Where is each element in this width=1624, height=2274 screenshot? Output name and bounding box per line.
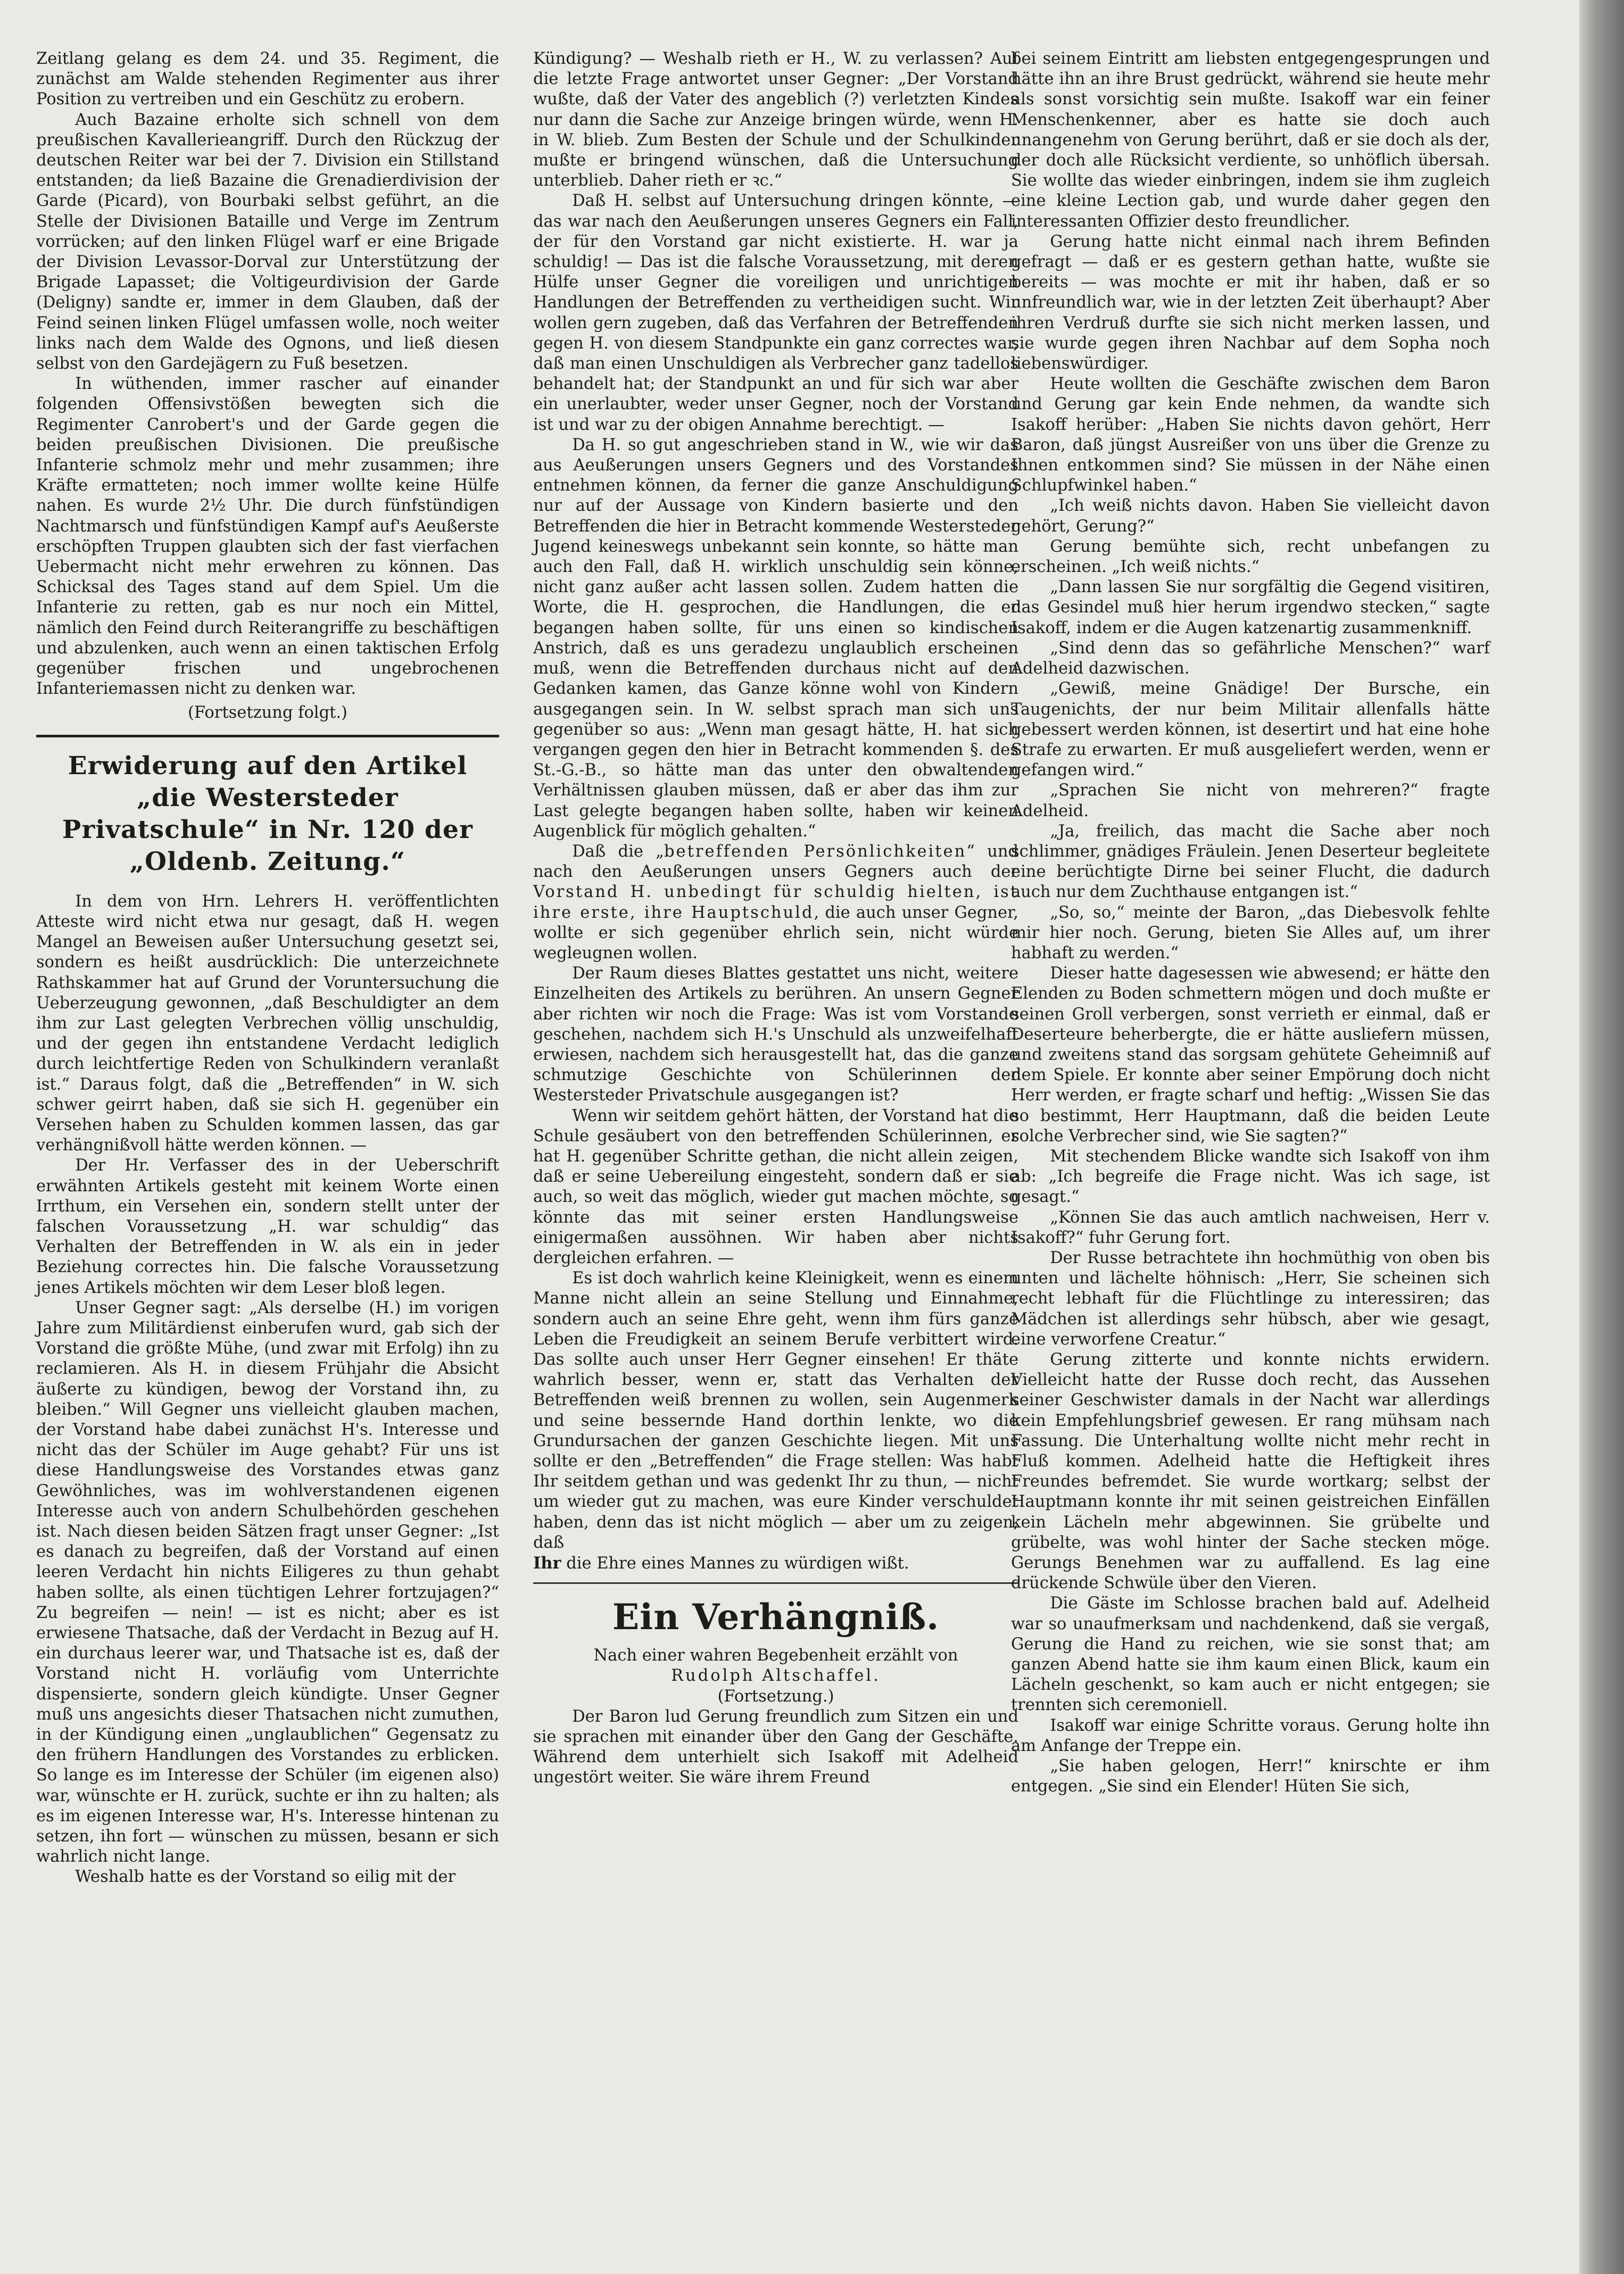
- paragraph: [533, 842, 1018, 964]
- paragraph: In dem von Hrn. Lehrers H. veröffentlichten Atteste wird nicht etwa nur gesagt, daß H. wegen Mangel an Beweisen außer Untersuchung gesetzt sei, sondern es heißt ausdrücklich: Die unterzeichnete Rathskammer hat auf Grund der Voruntersuchung die Ueberzeugung gewonnen, „daß Beschuldigter an dem ihm zur Last gelegten Verbrechen völlig unschuldig, und der gegen ihn entstandene Verdacht lediglich durch leichtfertige Reden von Schulkindern veranlaßt ist.“ Daraus folgt, daß die „Betreffenden“ in W. sich schwer geirrt haben, daß sie sich H. gegenüber ein Versehen haben zu Schulden kommen lassen, das gar verhängnißvoll hätte werden können. —: [36, 892, 499, 1155]
- page-edge: [1579, 0, 1624, 2274]
- paragraph: Der Raum dieses Blattes gestattet uns nicht, weitere Einzelheiten des Artikels zu berühren. An unsern Gegner aber richten wir noch die Frage: Was ist vom Vorstande geschehen, nachdem sich H.'s Unschuld als unzweifelhaft erwiesen, nachdem sich herausgestellt hat, das die ganze schmutzige Geschichte von Schülerinnen der Westersteder Privatschule ausgegangen ist?: [533, 964, 1018, 1105]
- paragraph: Mit stechendem Blicke wandte sich Isakoff von ihm ab: „Ich begreife die Frage nicht. Was ich sage, ist gesagt.“: [1011, 1147, 1490, 1207]
- paragraph: „Gewiß, meine Gnädige! Der Bursche, ein Taugenichts, der nur beim Militair allenfalls hätte gebessert werden können, ist desertirt und hat eine hohe Strafe zu erwarten. Er muß ausgeliefert werden, wenn er gefangen wird.“: [1011, 679, 1490, 780]
- paragraph: Zeitlang gelang es dem 24. und 35. Regiment, die zunächst am Walde stehenden Regimenter aus ihrer Position zu vertreiben und ein Geschütz zu erobern.: [36, 49, 499, 109]
- paragraph: Wenn wir seitdem gehört hätten, der Vorstand hat die Schule gesäubert von den betreffenden Schülerinnen, er hat H. gegenüber Schritte gethan, die nicht allein zeigen, daß er seine Uebereilung eingesteht, sondern daß er sie auch, so weit das möglich, wieder gut machen möchte, so könnte das mit seiner ersten Handlungsweise einigermaßen aussöhnen. Wir haben aber nichts dergleichen erfahren. —: [533, 1106, 1018, 1267]
- text-run: die Ehre eines Mannes zu würdigen wißt.: [561, 1554, 909, 1573]
- story-subtitle: Nach einer wahren Begebenheit erzählt von: [593, 1646, 958, 1665]
- paragraph: Dieser hatte dagesessen wie abwesend; er hätte den Elenden zu Boden schmettern mögen und doch mußte er seinen Groll verbergen, sonst verrieth er einmal, daß er Deserteure beherbergte, die er hätte ausliefern müssen, und zweitens stand das sorgsam gehütete Geheimniß auf dem Spiele. Er konnte aber seiner Empörung doch nicht Herr werden, er fragte scharf und heftig: „Wissen Sie das so bestimmt, Herr Hauptmann, daß die beiden Leute solche Verbrecher sind, wie Sie sagten?“: [1011, 964, 1490, 1146]
- paragraph: Heute wollten die Geschäfte zwischen dem Baron und Gerung gar kein Ende nehmen, da wandte sich Isakoff herüber: „Haben Sie nichts davon gehört, Herr Baron, daß jüngst Ausreißer von uns über die Grenze zu Ihnen entkommen sind? Sie müssen in der Nähe einen Schlupfwinkel haben.“: [1011, 375, 1490, 495]
- paragraph: „Ja, freilich, das macht die Sache aber noch schlimmer, gnädiges Fräulein. Jenen Deserteur begleitete eine berüchtigte Dirne bei seiner Flucht, die dadurch auch nur dem Zuchthause entgangen ist.“: [1011, 821, 1490, 902]
- continuation-note: (Fortsetzung.): [717, 1687, 834, 1706]
- column-middle: [533, 49, 1018, 1788]
- paragraph: Kündigung? — Weshalb rieth er H., W. zu verlassen? Auf die letzte Frage antwortet unser Gegner: „Der Vorstand wußte, daß der Vater des angeblich (?) verletzten Kindes nur dann die Sache zur Anzeige bringen würde, wenn H. in W. blieb. Zum Besten der Schule und der Schulkinder mußte er bringend wünschen, daß die Untersuchung unterblieb. Daher rieth er ꝛc.“: [533, 49, 1018, 190]
- paragraph: Es ist doch wahrlich keine Kleinigkeit, wenn es einem Manne nicht allein an seine Stellung und Einnahme, sondern auch an seine Ehre geht, wenn ihm fürs ganze Leben die Freudigkeit an seinem Berufe verbittert wird. Das sollte auch unser Herr Gegner einsehen! Er thäte wahrlich besser, wenn er, statt das Verhalten der Betreffenden weiß brennen zu wollen, sein Augenmerk und seine bessernde Hand dorthin lenkte, wo die Grundursachen der ganzen Geschichte liegen. Mit uns sollte er den „Betreffenden“ die Frage stellen: Was habt Ihr seitdem gethan und was gedenkt Ihr zu thun, — nicht um wieder gut zu machen, was eure Kinder verschuldet haben, denn das ist nicht möglich — aber um zu zeigen, daß: [533, 1269, 1018, 1552]
- spaced-text: betreffenden Persönlichkeiten: [664, 842, 967, 861]
- section-divider: [533, 1582, 1018, 1584]
- paragraph: „Dann lassen Sie nur sorgfältig die Gegend visitiren, das Gesindel muß hier herum irgendwo stecken,“ sagte Isakoff, indem er die Augen katzenartig zusammenkniff.: [1011, 578, 1490, 637]
- paragraph: In wüthenden, immer rascher auf einander folgenden Offensivstößen bewegten sich die Regimenter Canrobert's und der Garde gegen die beiden preußischen Divisionen. Die preußische Infanterie schmolz mehr und mehr zusammen; ihre Kräfte ermatteten; noch immer wollte keine Hülfe nahen. Es wurde 2½ Uhr. Die durch fünfstündigen Nachtmarsch und fünfstündigen Kampf auf's Aeußerste erschöpften Truppen glaubten sich der fast vierfachen Uebermacht nicht mehr erwehren zu können. Das Schicksal des Tages stand auf dem Spiel. Um die Infanterie zu retten, gab es nur noch ein Mittel, nämlich den Feind durch Reiterangriffe zu beschäftigen und abzulenken, auch wenn an einen taktischen Erfolg gegenüber frischen und ungebrochenen Infanteriemassen nicht zu denken war.: [36, 375, 499, 699]
- column-right: [1011, 49, 1490, 1797]
- paragraph: Daß H. selbst auf Untersuchung dringen könnte, — das war nach den Aeußerungen unseres Gegners ein Fall, der für den Vorstand gar nicht existierte. H. war ja schuldig! — Das ist die falsche Voraussetzung, mit deren Hülfe unser Gegner die voreiligen und unrichtigen Handlungen der Betreffenden zu vertheidigen sucht. Wir wollen gern zugeben, daß das Verfahren der Betreffenden gegen H. von diesem Standpunkte ein ganz correctes war, daß man einen Unschuldigen als Verbrecher ganz tadellos behandelt hat; der Standpunkt an und für sich war aber ein unerlaubter, weder unser Gegner, noch der Vorstand ist und war zu der obigen Annahme berechtigt. —: [533, 192, 1018, 434]
- text-run: “ und nach den Aeußerungen unsers Gegners auch der: [533, 842, 1019, 882]
- paragraph: Gerung zitterte und konnte nichts erwidern. Vielleicht hatte der Russe doch recht, das Aussehen seiner Geschwister damals in der Nacht war allerdings kein Empfehlungsbrief gewesen. Er rang mühsam nach Fassung. Die Unterhaltung wollte nicht mehr recht in Fluß kommen. Adelheid hatte die Heftigkeit ihres Freundes befremdet. Sie wurde wortkarg; selbst der Hauptmann konnte ihr mit seinen geistreichen Einfällen kein Lächeln mehr abgewinnen. Sie grübelte und grübelte, was wohl hinter der Sache stecken möge. Gerungs Benehmen war zu auffallend. Es lag eine drückende Schwüle über den Vieren.: [1011, 1350, 1490, 1593]
- paragraph: Isakoff war einige Schritte voraus. Gerung holte ihn am Anfange der Treppe ein.: [1011, 1716, 1490, 1755]
- article-headline: Erwiderung auf den Artikel „die Westersteder Privatschule“ in Nr. 120 der „Oldenb. Zeitung.“: [62, 751, 474, 876]
- story-title: Ein Verhängniß.: [612, 1596, 940, 1638]
- paragraph: [533, 1553, 1018, 1574]
- continuation-note: (Fortsetzung folgt.): [188, 703, 347, 722]
- paragraph: Weshalb hatte es der Vorstand so eilig mit der: [75, 1868, 456, 1887]
- paragraph: Auch Bazaine erholte sich schnell von dem preußischen Kavallerieangriff. Durch den Rückzug der deutschen Reiter war bei der 7. Division ein Stillstand entstanden; da ließ Bazaine die Grenadierdivision der Garde (Picard), von Bourbaki selbst geführt, an die Stelle der Divisionen Bataille und Verge im Zentrum vorrücken; auf den linken Flügel warf er eine Brigade der Division Levassor-Dorval zur Unterstützung der Brigade Lapasset; die Voltigeurdivision der Garde (Deligny) sandte er, immer in dem Glauben, daß der Feind seinen linken Flügel umfassen wolle, noch weiter links nach dem Walde des Ognons, und ließ diesen selbst von den Gardejägern zu Fuß besetzen.: [36, 110, 499, 374]
- emphasis: Ihr: [533, 1554, 561, 1573]
- section-divider: [36, 735, 499, 737]
- paragraph: Gerung hatte nicht einmal nach ihrem Befinden gefragt — daß er es gestern gethan hatte, wußte sie bereits — was mochte er mit ihr haben, daß er so unfreundlich war, wie in der letzten Zeit überhaupt? Aber ihren Verdruß durfte sie sich nicht merken lassen, und sie wurde gegen ihren Nachbar auf dem Sopha noch liebenswürdiger.: [1011, 232, 1490, 374]
- story-author: Rudolph Altschaffel.: [671, 1666, 881, 1686]
- paragraph: Der Hr. Verfasser des in der Ueberschrift erwähnten Artikels gesteht mit keinem Worte einen Irrthum, ein Versehen ein, sondern stellt unter der falschen Voraussetzung „H. war schuldig“ das Verhalten der Betreffenden in W. als ein in jeder Beziehung correctes hin. Die falsche Voraussetzung jenes Artikels möchten wir dem Leser bloß legen.: [36, 1156, 499, 1297]
- paragraph: „Sie haben gelogen, Herr!“ knirschte er ihm entgegen. „Sie sind ein Elender! Hüten Sie sich,: [1011, 1757, 1490, 1796]
- paragraph: Da H. so gut angeschrieben stand in W., wie wir das aus Aeußerungen unsers Gegners und des Vorstandes entnehmen können, da ferner die ganze Anschuldigung nur auf der Aussage von Kindern basierte und den Betreffenden die hier in Betracht kommende Westersteder Jugend keineswegs unbekannt sein konnte, so hätte man auch den Fall, daß H. wirklich unschuldig sein könne, nicht ganz außer acht lassen sollen. Zudem hatten die Worte, die H. gesprochen, die Handlungen, die er begangen haben sollte, für uns einen so kindischen Anstrich, daß es uns geradezu unglaublich erscheinen muß, wenn die Betreffenden durchaus nicht auf den Gedanken kamen, das Ganze könne wohl von Kindern ausgegangen sein. In W. selbst sprach man sich uns gegenüber so aus: „Wenn man gesagt hätte, H. hat sich vergangen gegen den hier in Betracht kommenden §. des St.-G.-B., so hätte man das unter den obwaltenden Verhältnissen glauben müssen, daß er aber das ihm zur Last gelegte begangen haben sollte, haben wir keinen Augenblick für möglich gehalten.“: [533, 435, 1018, 841]
- paragraph: „Sind denn das so gefährliche Menschen?“ warf Adelheid dazwischen.: [1011, 638, 1490, 678]
- paragraph: Gerung bemühte sich, recht unbefangen zu erscheinen. „Ich weiß nichts.“: [1011, 537, 1490, 577]
- text-run: , die auch unser Gegner, wollte er sich gegenüber ehrlich sein, nicht würde wegleugnen wollen.: [533, 903, 1018, 962]
- paragraph: Die Gäste im Schlosse brachen bald auf. Adelheid war so unaufmerksam und nachdenkend, daß sie vergaß, Gerung die Hand zu reichen, wie sie sonst that; am ganzen Abend hatte sie ihm kaum einen Blick, kaum ein Lächeln geschenkt, so kam auch er nicht entgegen; sie trennten sich ceremoniell.: [1011, 1594, 1490, 1715]
- paragraph: Unser Gegner sagt: „Als derselbe (H.) im vorigen Jahre zum Militärdienst einberufen wurd, gab sich der Vorstand die größte Mühe, (und zwar mit Erfolg) ihn zu reclamieren. Als H. in diesem Frühjahr die Absicht äußerte zu kündigen, bewog der Vorstand ihn, zu bleiben.“ Will Gegner uns vielleicht glauben machen, der Vorstand habe dabei zunächst H's. Interesse und nicht das der Schüler im Auge gehabt? Für uns ist diese Handlungsweise des Vorstandes etwas ganz Gewöhnliches, was im wohlverstandenen eigenen Interesse auch von andern Schulbehörden geschehen ist. Nach diesen beiden Sätzen fragt unser Gegner: „Ist es danach zu begreifen, daß der Vorstand auf einen leeren Verdacht hin nichts Eiligeres zu thun gehabt haben sollte, als einen tüchtigen Lehrer fortzujagen?“ Zu begreifen — nein! — ist es nicht; aber es ist erwiesene Thatsache, daß der Verdacht in Bezug auf H. ein durchaus leerer war, und Thatsache ist es, daß der Vorstand nicht H. vorläufig vom Unterrichte dispensierte, sondern gleich kündigte. Unser Gegner muß uns angesichts dieser Thatsachen nicht zumuthen, in der Kündigung einen „unglaublichen“ Gegensatz zu den frühern Handlungen des Vorstandes zu erblicken. So lange es im Interesse der Schüler (im eigenen also) war, wünschte er H. zurück, suchte er ihn zu halten; als es im eigenen Interesse war, H's. Interesse hintenan zu setzen, ihn fort — wünschen zu müssen, besann er sich wahrlich nicht lange.: [36, 1298, 499, 1866]
- spaced-text: Vorstand H. unbedingt für schuldig hielten, ist ihre erste, ihre Hauptschuld: [533, 883, 1018, 922]
- paragraph: Der Russe betrachtete ihn hochmüthig von oben bis unten und lächelte höhnisch: „Herr, Sie scheinen sich recht lebhaft für die Flüchtlinge zu interessiren; das Mädchen ist allerdings sehr hübsch, aber wie gesagt, eine verworfene Creatur.“: [1011, 1248, 1490, 1349]
- paragraph: „So, so,“ meinte der Baron, „das Diebesvolk fehlte mir hier noch. Gerung, bieten Sie Alles auf, um ihrer habhaft zu werden.“: [1011, 903, 1490, 962]
- paragraph: „Ich weiß nichts davon. Haben Sie vielleicht davon gehört, Gerung?“: [1011, 496, 1490, 536]
- column-left: [36, 49, 499, 1888]
- text-run: Daß die „: [572, 842, 665, 861]
- paragraph: „Können Sie das auch amtlich nachweisen, Herr v. Isakoff?“ fuhr Gerung fort.: [1011, 1208, 1490, 1247]
- paragraph: bei seinem Eintritt am liebsten entgegengesprungen und hätte ihn an ihre Brust gedrückt, während sie heute mehr als sonst vorsichtig sein mußte. Isakoff war ein feiner Menschenkenner, aber es hatte sie doch auch unangenehm von Gerung berührt, daß er sie doch als der, der doch alle Rücksicht verdiente, so unhöflich übersah. Sie wollte das wieder einbringen, indem sie ihm zugleich eine kleine Lection gab, und wurde daher gegen den interessanten Offizier desto freundlicher.: [1011, 49, 1490, 231]
- paragraph: „Sprachen Sie nicht von mehreren?“ fragte Adelheid.: [1011, 781, 1490, 820]
- paragraph: Der Baron lud Gerung freundlich zum Sitzen ein und sie sprachen mit einander über den Gang der Geschäfte. Während dem unterhielt sich Isakoff mit Adelheid ungestört weiter. Sie wäre ihrem Freund: [533, 1707, 1018, 1787]
